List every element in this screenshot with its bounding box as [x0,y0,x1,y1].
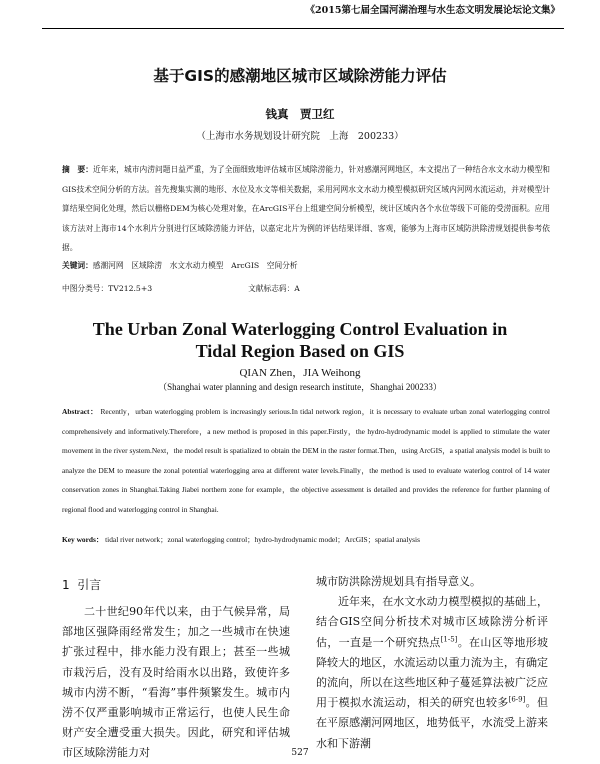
body-left-column: 二十世纪90年代以来，由于气候异常，局部地区强降雨经常发生；加之一些城市在快速扩张过程中，排水能力没有跟上；甚至一些城市栽污后，没有及时给雨水以出路，致使许多城市内涝不断，“看海”事件频繁发生。城市内涝不仅严重影响城市正常运行，也使人民生命财产安全遭受重大损失。因此，研究和评估城市区域除涝能力对 [62,605,290,760]
citation-1: [1-5] [440,634,458,643]
doc-code-label: 文献标志码： [248,284,295,293]
affiliation-en: （Shanghai water planning and design research institute，Shanghai 200233） [158,382,442,392]
clc-value: TV212.5+3 [108,284,153,293]
doc-code-value: A [294,284,300,293]
paper-title-en-line2: Tidal Region Based on GIS [195,341,405,361]
body-right-text-c: 。但在平原感潮河网地区，地势低平，水流受上游来水和下游潮 [316,696,549,750]
abstract-cn [62,160,550,258]
page-number: 527 [291,748,309,758]
body-right-column [316,572,548,754]
affiliation-cn: （上海市水务规划设计研究院 上海 200233） [196,131,404,142]
keywords-cn [62,260,562,271]
citation-2: [6-9] [508,695,526,704]
abstract-en [62,402,550,520]
paper-title-en [0,318,600,362]
authors-cn: 钱真 贾卫红 [265,107,335,121]
section-number: 1 [62,578,70,592]
abstract-cn-text: 近年来，城市内涝问题日益严重，为了全面细致地评估城市区域除涝能力，针对感潮河网地区，本文提出了一种结合水文水动力模型和GIS技术空间分析的方法。首先搜集实测的地形、水位及水文等相关数据，采用河网水文水动力模型模拟研究区域内河网水流运动，并对模型计算结果空间化处理，然后以栅格DEM为核心处理对象，在ArcGIS平台上组建空间分析模型，统计区域内各个水位等级下可能的受涝面积。应用该方法对上海市14个水利片分别进行区域除涝能力评估，以嘉定北片为例的评估结果详细、客观，能够为上海市区域防洪除涝规划提供参考依据。 [62,165,550,252]
section-title: 引言 [77,578,102,592]
abstract-cn-label: 摘 要： [62,165,93,174]
keywords-cn-label: 关键词： [62,261,93,270]
keywords-cn-text: 感潮河网 区域除涝 水文水动力模型 ArcGIS 空间分析 [92,261,298,270]
body-right-para2 [316,592,548,754]
body-right-para1: 城市防洪除涝规划具有指导意义。 [316,575,481,588]
paper-title-cn: 基于GIS的感潮地区城市区域除涝能力评估 [153,67,447,85]
running-header: 《2015第七届全国河湖治理与水生态文明发展论坛论文集》 [305,5,560,16]
clc-label: 中图分类号： [62,284,109,293]
paper-title-en-line1: The Urban Zonal Waterlogging Control Evaluation in [92,319,508,339]
authors-en: QIAN Zhen，JIA Weihong [239,367,361,379]
classification-cn [62,283,562,294]
abstract-en-text: Recently，urban waterlogging problem is increasingly serious.In tidal network region，it is necessary to evaluate urban zonal waterlogging control comprehensively and informatively.Therefore，a new method is proposed in this paper.Firstly，the hydro-hydrodynamic model is applied to stimulate the water movement in the river system.Next，the model result is spatialized to obtain the DEM in the raster format.Then，using ArcGIS，a spatial analysis model is built to analyze the DEM to measure the zonal potential waterlogging area at different water levels.Finally，the method is used to evaluate waterlog control of 14 water conservation zones in Shanghai.Taking Jiabei northern zone for example，the objective assessment is detailed and provides the reference for further planning of regional flood and waterlogging control in Shanghai. [62,407,550,514]
keywords-en-label: Key words： [62,535,104,544]
abstract-en-label: Abstract： [62,407,99,416]
header-rule [42,28,564,29]
keywords-en [62,534,562,545]
body-right-text-a: 近年来，在水文水动力模型模拟的基础上，结合GIS空间分析技术对城市区域除涝分析评估，一直是一个研究热点 [316,595,548,649]
section-heading [62,576,101,593]
keywords-en-text: tidal river network；zonal waterlogging control；hydro-hydrodynamic model；ArcGIS；spatial analysis [105,535,420,544]
body-right-text-b: 。在山区等地形坡降较大的地区，水流运动以重力流为主，有确定的流向，所以在这些地区种子蔓延算法被广泛应用于模拟水流运动，相关的研究也较多 [316,635,549,710]
